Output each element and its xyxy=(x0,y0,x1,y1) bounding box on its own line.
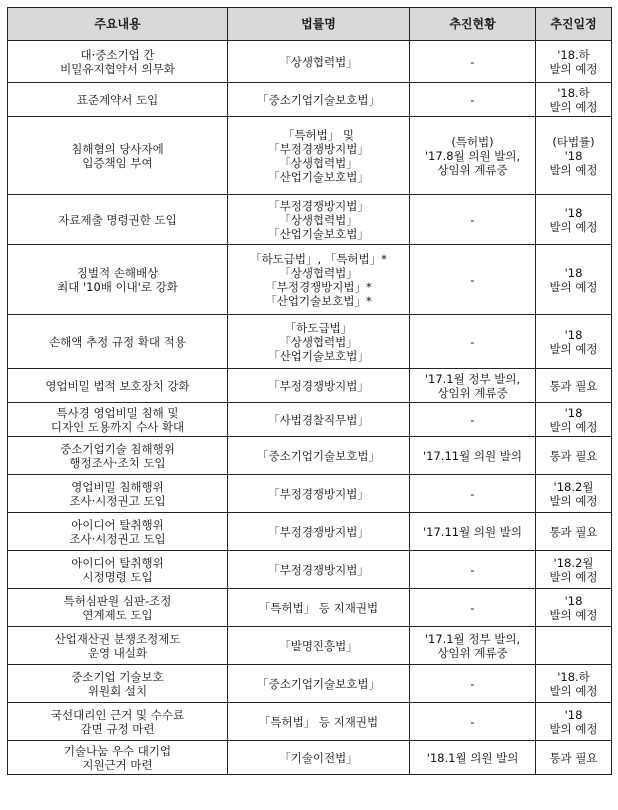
law-cell-line: 「특허법」 등 지재권법 xyxy=(258,600,379,615)
table-row xyxy=(8,83,612,117)
content-cell-line: 행정조사·조치 도입 xyxy=(69,455,166,470)
law-cell-line: 「산업기술보호법」* xyxy=(265,293,372,308)
schedule-cell-line: '18.하 xyxy=(557,85,590,100)
schedule-cell-line: '18 xyxy=(564,707,583,722)
table-row xyxy=(8,551,612,589)
content-cell-line: 기술나눔 우수 대기업 xyxy=(63,743,172,758)
status-cell-line: - xyxy=(470,334,475,349)
content-cell-line: 아이디어 탈취행위 xyxy=(71,517,164,532)
schedule-cell xyxy=(536,315,612,369)
content-cell-line: 중소기업기술 침해행위 xyxy=(60,441,175,456)
status-cell-line: '18.1월 의원 발의 xyxy=(426,750,519,765)
status-cell-line: 상임위 계류중 xyxy=(437,385,508,400)
law-cell-line: 「상생협력법」 xyxy=(279,155,358,170)
law-cell-line: 「중소기업기술보호법」 xyxy=(257,448,380,463)
content-cell-line: 시정명령 도입 xyxy=(82,569,153,584)
law-table-container xyxy=(7,7,612,775)
law-cell-line: 「산업기술보호법」 xyxy=(268,226,369,241)
law-cell-line: 「부정경쟁방지법」 xyxy=(268,141,369,156)
law-cell-line: 「하도급법」, 「특허법」* xyxy=(250,251,387,266)
law-cell-line: 「특허법」 및 xyxy=(282,127,355,142)
content-cell-line: 조사·시정권고 도입 xyxy=(69,493,166,508)
status-cell xyxy=(410,117,536,195)
table-row xyxy=(8,513,612,551)
status-cell xyxy=(410,245,536,315)
status-cell-line: 상임위 계류중 xyxy=(437,162,508,177)
status-cell xyxy=(410,83,536,117)
schedule-cell-line: 발의 예정 xyxy=(549,219,598,234)
content-cell xyxy=(8,703,228,741)
law-cell xyxy=(228,475,410,513)
header-law: 법률명 xyxy=(228,8,410,41)
table-row xyxy=(8,703,612,741)
status-cell-line: - xyxy=(470,412,475,427)
schedule-cell-line: 발의 예정 xyxy=(549,162,598,177)
status-cell xyxy=(410,475,536,513)
law-cell-line: 「하도급법」 xyxy=(284,320,353,335)
law-cell xyxy=(228,369,410,403)
law-cell xyxy=(228,195,410,245)
law-cell xyxy=(228,741,410,775)
schedule-cell-line: 발의 예정 xyxy=(549,61,598,76)
table-row xyxy=(8,627,612,665)
law-cell xyxy=(228,551,410,589)
schedule-cell xyxy=(536,41,612,83)
law-cell-line: 「중소기업기술보호법」 xyxy=(257,92,380,107)
content-cell-line: 산업재산권 분쟁조정제도 xyxy=(54,631,181,646)
table-row xyxy=(8,195,612,245)
law-cell-line: 「발명진흥법」 xyxy=(279,638,358,653)
schedule-cell xyxy=(536,117,612,195)
schedule-cell-line: '18 xyxy=(564,405,583,420)
content-cell-line: 중소기업 기술보호 xyxy=(71,669,164,684)
law-cell-line: 「상생협력법」 xyxy=(279,212,358,227)
content-cell-line: 조사·시정권고 도입 xyxy=(69,531,166,546)
table-row xyxy=(8,117,612,195)
table-row xyxy=(8,665,612,703)
status-cell-line: - xyxy=(470,562,475,577)
content-cell xyxy=(8,245,228,315)
table-row xyxy=(8,741,612,775)
schedule-cell xyxy=(536,403,612,437)
status-cell-line: - xyxy=(470,272,475,287)
status-cell-line: - xyxy=(470,600,475,615)
schedule-cell-line: '18 xyxy=(564,593,583,608)
content-cell-line: 국선대리인 근거 및 수수료 xyxy=(50,707,185,722)
status-cell xyxy=(410,437,536,475)
schedule-cell xyxy=(536,369,612,403)
schedule-cell-line: '18 xyxy=(564,327,583,342)
content-cell xyxy=(8,627,228,665)
schedule-cell-line: '18.하 xyxy=(557,47,590,62)
table-row xyxy=(8,403,612,437)
content-cell-line: 표준계약서 도입 xyxy=(76,92,159,107)
content-cell xyxy=(8,369,228,403)
schedule-cell-line: 발의 예정 xyxy=(549,279,598,294)
schedule-cell-line: '18.2월 xyxy=(553,555,594,570)
schedule-cell xyxy=(536,703,612,741)
schedule-cell xyxy=(536,741,612,775)
content-cell-line: 징벌적 손해배상 xyxy=(76,265,159,280)
content-cell-line: 특사경 영업비밀 침해 및 xyxy=(56,405,179,420)
schedule-cell xyxy=(536,245,612,315)
law-cell-line: 「사법경찰직무법」 xyxy=(268,412,369,427)
schedule-cell-line: 발의 예정 xyxy=(549,99,598,114)
status-cell xyxy=(410,665,536,703)
schedule-cell-line: (타법률) xyxy=(552,134,595,149)
schedule-cell-line: '18 xyxy=(564,148,583,163)
status-cell-line: '17.1월 정부 발의, xyxy=(424,631,521,646)
schedule-cell-line: 발의 예정 xyxy=(549,419,598,434)
law-cell xyxy=(228,513,410,551)
content-cell-line: 영업비밀 침해행위 xyxy=(71,479,164,494)
content-cell-line: 감면 규정 마련 xyxy=(80,721,155,736)
status-cell xyxy=(410,551,536,589)
content-cell-line: 입증책임 부여 xyxy=(82,155,153,170)
schedule-cell-line: 발의 예정 xyxy=(549,683,598,698)
schedule-cell-line: 통과 필요 xyxy=(549,378,598,393)
header-content: 주요내용 xyxy=(8,8,228,41)
status-cell xyxy=(410,627,536,665)
content-cell xyxy=(8,195,228,245)
content-cell xyxy=(8,475,228,513)
table-row xyxy=(8,475,612,513)
law-cell xyxy=(228,117,410,195)
content-cell-line: 손해액 추정 규정 확대 적용 xyxy=(49,334,186,349)
status-cell-line: '17.11월 의원 발의 xyxy=(423,524,522,539)
schedule-cell xyxy=(536,195,612,245)
content-cell xyxy=(8,741,228,775)
content-cell-line: 디자인 도용까지 수사 확대 xyxy=(50,419,185,434)
law-cell xyxy=(228,589,410,627)
schedule-cell xyxy=(536,475,612,513)
header-status: 추진현황 xyxy=(410,8,536,41)
law-cell xyxy=(228,403,410,437)
law-cell-line: 「부정경쟁방지법」 xyxy=(268,562,369,577)
law-cell-line: 「부정경쟁방지법」 xyxy=(268,524,369,539)
content-cell xyxy=(8,513,228,551)
law-cell-line: 「상생협력법」 xyxy=(279,334,358,349)
content-cell-line: 대·중소기업 간 xyxy=(80,47,155,62)
content-cell-line: 침해혐의 당사자에 xyxy=(71,141,164,156)
content-cell xyxy=(8,589,228,627)
schedule-cell-line: 통과 필요 xyxy=(549,524,598,539)
content-cell-line: 비밀유지협약서 의무화 xyxy=(60,61,175,76)
content-cell-line: 운영 내실화 xyxy=(87,645,148,660)
schedule-cell-line: '18.하 xyxy=(557,669,590,684)
table-row xyxy=(8,589,612,627)
schedule-cell-line: 통과 필요 xyxy=(549,750,598,765)
content-cell xyxy=(8,117,228,195)
table-row xyxy=(8,437,612,475)
content-cell-line: 최대 '10배 이내'로 강화 xyxy=(57,279,178,294)
law-cell xyxy=(228,83,410,117)
status-cell xyxy=(410,403,536,437)
content-cell-line: 아이디어 탈취행위 xyxy=(71,555,164,570)
law-cell-line: 「특허법」 등 지재권법 xyxy=(258,714,379,729)
schedule-cell xyxy=(536,437,612,475)
table-row xyxy=(8,41,612,83)
content-cell xyxy=(8,83,228,117)
status-cell-line: - xyxy=(470,714,475,729)
status-cell xyxy=(410,589,536,627)
header-row xyxy=(8,8,612,41)
schedule-cell-line: '18 xyxy=(564,205,583,220)
status-cell-line: 상임위 계류중 xyxy=(437,645,508,660)
table-row xyxy=(8,369,612,403)
status-cell xyxy=(410,703,536,741)
content-cell-line: 위원회 설치 xyxy=(87,683,148,698)
status-cell-line: - xyxy=(470,54,475,69)
schedule-cell-line: 통과 필요 xyxy=(549,448,598,463)
law-cell-line: 「산업기술보호법」 xyxy=(268,169,369,184)
law-cell xyxy=(228,437,410,475)
status-cell-line: (특허법) xyxy=(451,134,494,149)
status-cell-line: '17.8월 의원 발의, xyxy=(424,148,521,163)
schedule-cell xyxy=(536,627,612,665)
schedule-cell xyxy=(536,665,612,703)
content-cell-line: 영업비밀 법적 보호장치 강화 xyxy=(45,378,190,393)
content-cell-line: 지원근거 마련 xyxy=(82,757,153,772)
status-cell xyxy=(410,741,536,775)
content-cell-line: 특허심판원 심판-조정 xyxy=(63,593,172,608)
status-cell xyxy=(410,369,536,403)
law-cell-line: 「산업기술보호법」 xyxy=(268,348,369,363)
table-row xyxy=(8,245,612,315)
law-cell xyxy=(228,665,410,703)
status-cell xyxy=(410,195,536,245)
law-cell-line: 「부정경쟁방지법」 xyxy=(268,486,369,501)
content-cell xyxy=(8,665,228,703)
content-cell-line: 자료제출 명령권한 도입 xyxy=(58,212,177,227)
schedule-cell-line: 발의 예정 xyxy=(549,341,598,356)
law-cell xyxy=(228,703,410,741)
schedule-cell-line: '18 xyxy=(564,265,583,280)
status-cell-line: - xyxy=(470,486,475,501)
status-cell-line: '17.11월 의원 발의 xyxy=(423,448,522,463)
content-cell xyxy=(8,41,228,83)
content-cell xyxy=(8,551,228,589)
content-cell-line: 연계제도 도입 xyxy=(82,607,153,622)
status-cell xyxy=(410,41,536,83)
law-cell xyxy=(228,245,410,315)
schedule-cell-line: 발의 예정 xyxy=(549,607,598,622)
law-cell xyxy=(228,627,410,665)
schedule-cell xyxy=(536,513,612,551)
status-cell-line: - xyxy=(470,212,475,227)
content-cell xyxy=(8,403,228,437)
law-cell-line: 「기술이전법」 xyxy=(279,750,358,765)
law-table xyxy=(7,7,612,775)
content-cell xyxy=(8,315,228,369)
schedule-cell xyxy=(536,589,612,627)
content-cell xyxy=(8,437,228,475)
schedule-cell-line: 발의 예정 xyxy=(549,569,598,584)
law-cell xyxy=(228,315,410,369)
law-cell-line: 「상생협력법」 xyxy=(279,54,358,69)
law-cell-line: 「상생협력법」 xyxy=(279,265,358,280)
law-cell-line: 「부정경쟁방지법」 xyxy=(268,378,369,393)
law-cell-line: 「부정경쟁방지법」* xyxy=(265,279,372,294)
status-cell-line: - xyxy=(470,676,475,691)
status-cell xyxy=(410,513,536,551)
law-cell-line: 「중소기업기술보호법」 xyxy=(257,676,380,691)
law-cell xyxy=(228,41,410,83)
status-cell-line: - xyxy=(470,92,475,107)
header-schedule: 추진일정 xyxy=(536,8,612,41)
law-cell-line: 「부정경쟁방지법」 xyxy=(268,198,369,213)
table-row xyxy=(8,315,612,369)
schedule-cell xyxy=(536,551,612,589)
schedule-cell-line: 발의 예정 xyxy=(549,493,598,508)
status-cell xyxy=(410,315,536,369)
table-body xyxy=(8,41,612,775)
schedule-cell-line: '18.2월 xyxy=(553,479,594,494)
status-cell-line: '17.1월 정부 발의, xyxy=(424,371,521,386)
schedule-cell xyxy=(536,83,612,117)
schedule-cell-line: 발의 예정 xyxy=(549,721,598,736)
